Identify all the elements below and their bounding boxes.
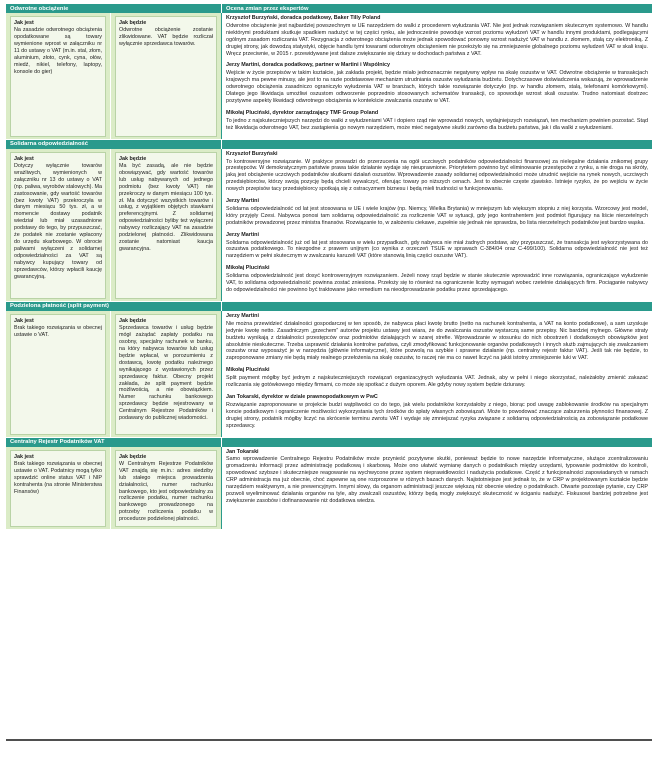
section-header: Podzielona płatność (split payment): [6, 301, 221, 311]
expert-text: To kontrowersyjne rozwiązanie. W praktyce prowadzi do przerzucenia na ogół uczciwych podatników odpowiedzialności finansowej za nielegalne działania znikomej grupy przestępców. W demokratycznym państwie prawa takie działanie wydaje się nieuprawnione. Priorytetem powinno być eliminowanie przestępców z rynku, a nie droga na skróty, jaką jest obciążenie uczciwych podatników skutkami działań oszustów. Wprowadzenie zasady solidarnej odpowiedzialności może utrudnić wejście na rynek nowych, uczciwych przedsiębiorców, którzy swoją pozycję będą chcieli wywalczyć, oferując towary po niższych cenach. Jest to obecnie częste zjawisko. Istnieje ryzyko, że po wejściu w życie nowych przepisów tacy przedsiębiorcy spotkają się z ostracyzmem biznesu i będą mieli trudności w funkcjonowaniu.: [226, 158, 648, 193]
expert-text: Wejście w życie przepisów w takim kształcie, jak zakłada projekt, będzie miało jednoznacznie negatywny wpływ na skalę oszustw w VAT. Odwrotne obciążenie w transakcjach krajowych ma pewne minusy, ale jest to na razie podstawowe mechanizm utrudniania oszustw wyłudzania budżetu. Dotychczasowe doświadczenia wskazują, że wprowadzenie odwrotnego obciążenia zasadniczo ograniczyło wyłudzenia VAT w branżach, których takie rozwiązanie dotyczyło (np. w handlu złomem, stalą, telefonami komórkowymi). Dlatego jego likwidacja umożliwi oszustom odtworzenie poprzednio stosowanych schematów transakcji, co spowoduje wzrost skali oszustw. Trudno natomiast dostrzec pozytywne aspekty likwidacji odwrotnego obciążenia w kontekście zwalczania oszustw w VAT.: [226, 70, 648, 104]
expert-text: Solidarna odpowiedzialność od lat jest stosowana w UE i wiele krajów (np. Niemcy, Wielka Brytania) w mniejszym lub większym stopniu z niej korzysta. Wzorcowy jest model, który przyjęły Czesi. Nabywca ponosi tam solidarną odpowiedzialność za rozliczenie VAT w sytuacji, gdy jego kontrahentem jest podmiot figurujący na liście nierzetelnych podatników prowadzonej przez ministra finansów. Rozwiązanie to, w założeniu ciekawe, zupełnie się jednak nie sprawdza, bo lista nierzetelnych podatników jest bardzo wąska.: [226, 205, 648, 226]
planned-rules-label: Jak będzie: [119, 20, 147, 26]
expert-name: Mikołaj Pluciński, dyrektor zarządzający TMF Group Poland: [226, 109, 379, 116]
expert-opinion: [226, 232, 648, 261]
planned-rules-label: Jak będzie: [119, 453, 147, 460]
expert-column-header: [221, 437, 652, 447]
planned-rules-text: Sprzedawca towarów i usług będzie mógł zażądać zapłaty podatku na osobny, specjalny rachunek w banku, na który nabywca towarów lub usług będzie wpłacał, w porozumieniu z dostawcą, kwotę podatku należnego wynikającego z wystawionych przez sprzedawcę faktur. Obecny projekt zakłada, że split payment będzie możliwością, a nie obowiązkiem. Numer rachunku bankowego sprzedawcy będzie rejestrowany w Centralnym Rejestrze Podatników i podawany do publicznej wiadomości.: [119, 325, 213, 422]
current-rules-cell: [6, 447, 110, 530]
expert-text: To jedno z najskuteczniejszych narzędzi do walki z wyłudzeniami VAT i dopiero rząd nie wprowadzi nowych, wydajniejszych rozwiązań, ten mechanizm powinien pozostać. Stąd też likwidacja odwrotnego VAT, bez zastąpienia go nowym narzędziem, może mieć negatywne skutki zarówno dla budżetu państwa, jak i dla walki z wyłudzeniami.: [226, 117, 648, 131]
expert-opinion: [226, 265, 648, 294]
expert-text: Solidarna odpowiedzialność już od lat jest stosowana w wielu przypadkach, gdy nabywca nie miał żadnych podstaw, aby przypuszczać, że transakcja jest wykorzystywana do oszustwa podatkowego. To niezgodne z prawem unijnym (co wynika z orzeczeń TSUE w sprawach C-384/04 oraz C-499/100). Solidarna odpowiedzialność nie jest też narzędziem w pełni skutecznym w zwalczaniu karuzeli VAT (które stanowią linią części oszustw VAT).: [226, 239, 648, 260]
section-header: Centralny Rejestr Podatników VAT: [6, 437, 221, 447]
current-rules-text: Na zasadzie odwrotnego obciążenia opodatkowane są towary wymienione wprost w załączniku nr 11 do ustawy o VAT (m.in. stal, złom, aluminium, złoto, cynk, cyna, ołów, miedź, nikiel, telefony, laptopy, konsole do gier): [14, 27, 102, 75]
expert-name: Jan Tokarski: [226, 448, 259, 455]
current-rules-card: [10, 450, 106, 528]
expert-opinion: [226, 62, 648, 104]
expert-opinions: [221, 447, 652, 530]
current-rules-text: Brak takiego rozwiązania w obecnej ustawie o VAT. Podatnicy mogą tylko sprawdzić online status VAT i NIP kontrahenta (na stronie Ministerstwa Finansów): [14, 460, 102, 495]
current-rules-cell: [6, 13, 110, 139]
expert-text: Rozwiązanie zaproponowane w projekcie budzi wątpliwości co do tego, jak wielu podatników korzystałoby z niego, biorąc pod uwagę zablokowanie środków na specjalnym koncie podatkowym i ograniczenie możliwości wykorzystania tych środków do spłaty własnych zobowiązań. Może to powodować znaczące zaburzenia płynności finansowej. Z drugiej strony, podatnik mógłby liczyć na skrócenie terminu zwrotu VAT i wydaje się zmniejszać ryzyka związane z solidarną odpowiedzialnością za zobowiązanie podatkowe sprzedawcy.: [226, 401, 648, 429]
expert-column-header: [221, 301, 652, 311]
planned-rules-cell: [110, 149, 221, 301]
expert-name: Jan Tokarski, dyrektor w dziale prawnopodatkowym w PwC: [226, 393, 378, 400]
expert-opinion: [226, 394, 648, 430]
section-header: Solidarna odpowiedzialność: [6, 139, 221, 149]
planned-rules-text: Ma być zasadą, ale nie będzie obowiązywać, gdy wartość towarów lub usług nabywanych od jednego podmiotu (bez kwoty VAT) nie przekroczy w danym miesiącu 100 tys. zł. Ma dotyczyć wszystkich towarów i usług, z wyjątkiem objętych stawkami preferencyjnymi. Z solidarnej odpowiedzialności byliby też wyłączeni nabywcy rozliczający VAT na zasadzie podzielonej płatności. Zlikwidowana zostanie natomiast kaucja gwarancyjna.: [119, 163, 213, 252]
current-rules-label: Jak jest: [14, 453, 34, 460]
current-rules-text: Brak takiego rozwiązania w obecnej ustawie o VAT.: [14, 325, 102, 339]
expert-name: Mikołaj Pluciński: [226, 265, 270, 272]
expert-column-header: Ocena zmian przez ekspertów: [221, 3, 652, 13]
planned-rules-card: [115, 450, 217, 528]
comparison-table: [6, 3, 652, 529]
expert-name: Krzysztof Burzyński: [226, 150, 278, 157]
expert-opinion: [226, 110, 648, 132]
current-rules-cell: [6, 149, 110, 301]
planned-rules-cell: [110, 311, 221, 437]
planned-rules-card: [115, 152, 217, 299]
expert-opinions: [221, 149, 652, 301]
expert-opinions: [221, 13, 652, 139]
current-rules-label: Jak jest: [14, 20, 34, 26]
planned-rules-cell: [110, 13, 221, 139]
section-header: Odwrotne obciążenie: [6, 3, 221, 13]
expert-text: Solidarna odpowiedzialność jest dosyć kontrowersyjnym rozwiązaniem. Jeżeli nowy rząd będzie w stanie skutecznie wprowadzić inne rozwiązania, ograniczające wyłudzenie VAT, to solidarna odpowiedzialność powinna zostać zniesiona. Przełoży się to również na ograniczenie liczby wymagań wobec rzetelnie działających firm. Pociąganie nabywcy do odpowiedzialności nie powinno być traktowane jako remedium na nieodprowadzanie podatku przez sprzedającego.: [226, 273, 648, 293]
planned-rules-text: W Centralnym Rejestrze Podatników VAT znajdą się m.in.: adres siedziby lub stałego miejsca prowadzenia działalności, numer rachunku bankowego, kto jest odpowiedzialny za rozliczenie podatku, numer rachunku bankowego prowadzonego na potrzeby rozliczenia podatku w procedurze podzielonej płatności.: [119, 460, 213, 523]
expert-opinion: [226, 151, 648, 193]
expert-name: Krzysztof Burzyński, doradca podatkowy, Baker Tilly Poland: [226, 15, 381, 21]
planned-rules-card: [115, 16, 217, 137]
planned-rules-card: [115, 314, 217, 435]
expert-name: Jerzy Martini, doradca podatkowy, partner w Martini i Wspólnicy: [226, 62, 391, 69]
expert-opinion: [226, 15, 648, 57]
planned-rules-label: Jak będzie: [119, 317, 147, 324]
bottom-divider: [6, 739, 652, 741]
planned-rules-cell: [110, 447, 221, 530]
current-rules-label: Jak jest: [14, 317, 34, 324]
expert-opinion: [226, 367, 648, 389]
expert-name: Jerzy Martini: [226, 231, 259, 238]
expert-text: Split payment mógłby być jednym z najskuteczniejszych rozwiązań organizacyjnych wyłudzania VAT. Jednak, aby w pełni i niego skorzystać, należałoby zmienić zakazać rozliczania się gotówkowego między firmami, co może się spotkać z dużym oporem. Ale gdyby nowy system będzie dziurawy.: [226, 375, 648, 389]
expert-opinion: [226, 313, 648, 362]
expert-column-header: [221, 139, 652, 149]
expert-opinion: [226, 449, 648, 505]
current-rules-label: Jak jest: [14, 155, 34, 162]
expert-name: Mikołaj Pluciński: [226, 367, 270, 374]
current-rules-cell: [6, 311, 110, 437]
current-rules-text: Dotyczy wyłącznie towarów wrażliwych, wymienionych w załączniku nr 13 do ustawy o VAT (np. paliwa, wyrobów stalowych). Ma zastosowanie, gdy wartość towarów (bez kwoty VAT) przekroczyła w danym miesiącu 50 tys. zł, a w momencie dostawy podatnik wiedział lub miał uzasadnione podstawy do tego, by przypuszczać, że podatek nie zostanie wpłacony do urzędu skarbowego. W obrocie paliwami wyłączeni z solidarnej odpowiedzialności za VAT są nabywcy kupujący towary od sprzedawców, którzy wpłacili kaucję gwarancyjną.: [14, 163, 102, 280]
expert-opinions: [221, 311, 652, 437]
expert-name: Jerzy Martini: [226, 198, 259, 205]
expert-text: Samo wprowadzenie Centralnego Rejestru Podatników może przynieść pozytywne skutki, ponieważ będzie to nowe narzędzie informatyczne, służące zcentralizowaniu gromadzeniu informacji przez administrację podatkową i skarbową. Może ono ułatwić wymianę danych o podatnikach między urzędami, typowanie podmiotów do kontroli, spowodować szybsze i skuteczniejsze reagowanie na wychwycone przez system nieprawidłowości i nadużycia podatkowe. Część z funkcjonalności zapowiadanych w ramach CRP administracja ma już obecnie, choć zapewne są one rozproszone w różnych bazach danych. Najistotniejsze jest jednak to, że w CRP w projektowanym kształcie będzie narzędziem reaktywnym, a nie prewencyjnym. Innymi słowy, da organom administracji jeszcze większą niż obecnie wiedzę o podatnikach. Otwarte pozostaje pytanie, czy CRP pozwoli wyeliminować działania organów na tyle, aby zwalczali oszustów, którzy będą mogły zwiększyć skuteczność w ściganiu nadużyć. Fiskusowi bardziej potrzebne jest zwiększenie zasobów i dofinansowanie niż dodatkowa wiedza.: [226, 456, 648, 504]
current-rules-card: [10, 314, 106, 435]
expert-text: Nie można przewidzieć działalności gospodarczej w ten sposób, że nabywca płaci kwotę brutto (netto na rachunek kontrahenta, a VAT na konto podatkowe), a sam uzyskuje jedynie kwotę netto. Zasadniczym „grzechem” autorów projektu ustawy jest wiara, że do zwalczania oszustw wystarczą same przepisy. Nic bardziej mylnego. Główne straty budżetu wynikają z działalności przestępców oraz podmiotów działających w szarej strefie. Wprowadzanie w stosunku do nich obostrzeń i dodatkowych obowiązków jest absolutnie nieskuteczne. Trzeba usprawnić działania kontrolne państwa, czyli zmodyfikować funkcjonowanie organów podatkowych i innych służb zajmujących się zwalczaniem oszustw oraz wyposażyć je w narzędzia (głównie informatyczne), które pozwolą na szybkie i sprawne działanie (np. centralny rejestr faktur VAT). Jeśli tak nie będzie, to zaproponowane zmiany nie będą miały realnego przełożenia na skalę oszustw, to raczej nie ma co nawet liczyć na jakiś istotny zmniejszenie luki w VAT.: [226, 320, 648, 362]
current-rules-card: [10, 152, 106, 299]
expert-opinion: [226, 198, 648, 227]
expert-name: Jerzy Martini: [226, 312, 259, 319]
current-rules-card: [10, 16, 106, 137]
planned-rules-text: Odwrotne obciążenie zostanie zlikwidowane. VAT będzie rozliczał wyłącznie sprzedawca towarów.: [119, 27, 213, 48]
planned-rules-label: Jak będzie: [119, 155, 147, 162]
expert-text: Odwrotne obciążenie jest najbardziej powszechnym w UE narzędziem do walki z procederem wyłudzania VAT. Nie jest jednak rozwiązaniem skutecznym systemowo. W handlu niektórymi produktami skutkuje spadkiem nadużyć w tej części rynku, ale jednocześnie powoduje wzrost poziomu wyłudzeń VAT w handlu innymi produktami, podlegającymi ogólnym zasadom rozliczania VAT. Rezygnacja z odwrotnego obciążenia może jednak spowodować ponowny wzrost nadużyć VAT w handlu z. złomem, stalą czy elektroniką. Z drugiej strony, jak dowodzą statystyki, objęcie handlu tymi towarami odwrotnym obciążeniem nie przełożyło się na zmniejszenie globalnego poziomu wyłudzeń VAT w skali kraju. Wręcz przeciwnie, w 2015 r. przewidywane jest dalsze zwiększanie się dziury w dochodach państwa z VAT.: [226, 22, 648, 57]
